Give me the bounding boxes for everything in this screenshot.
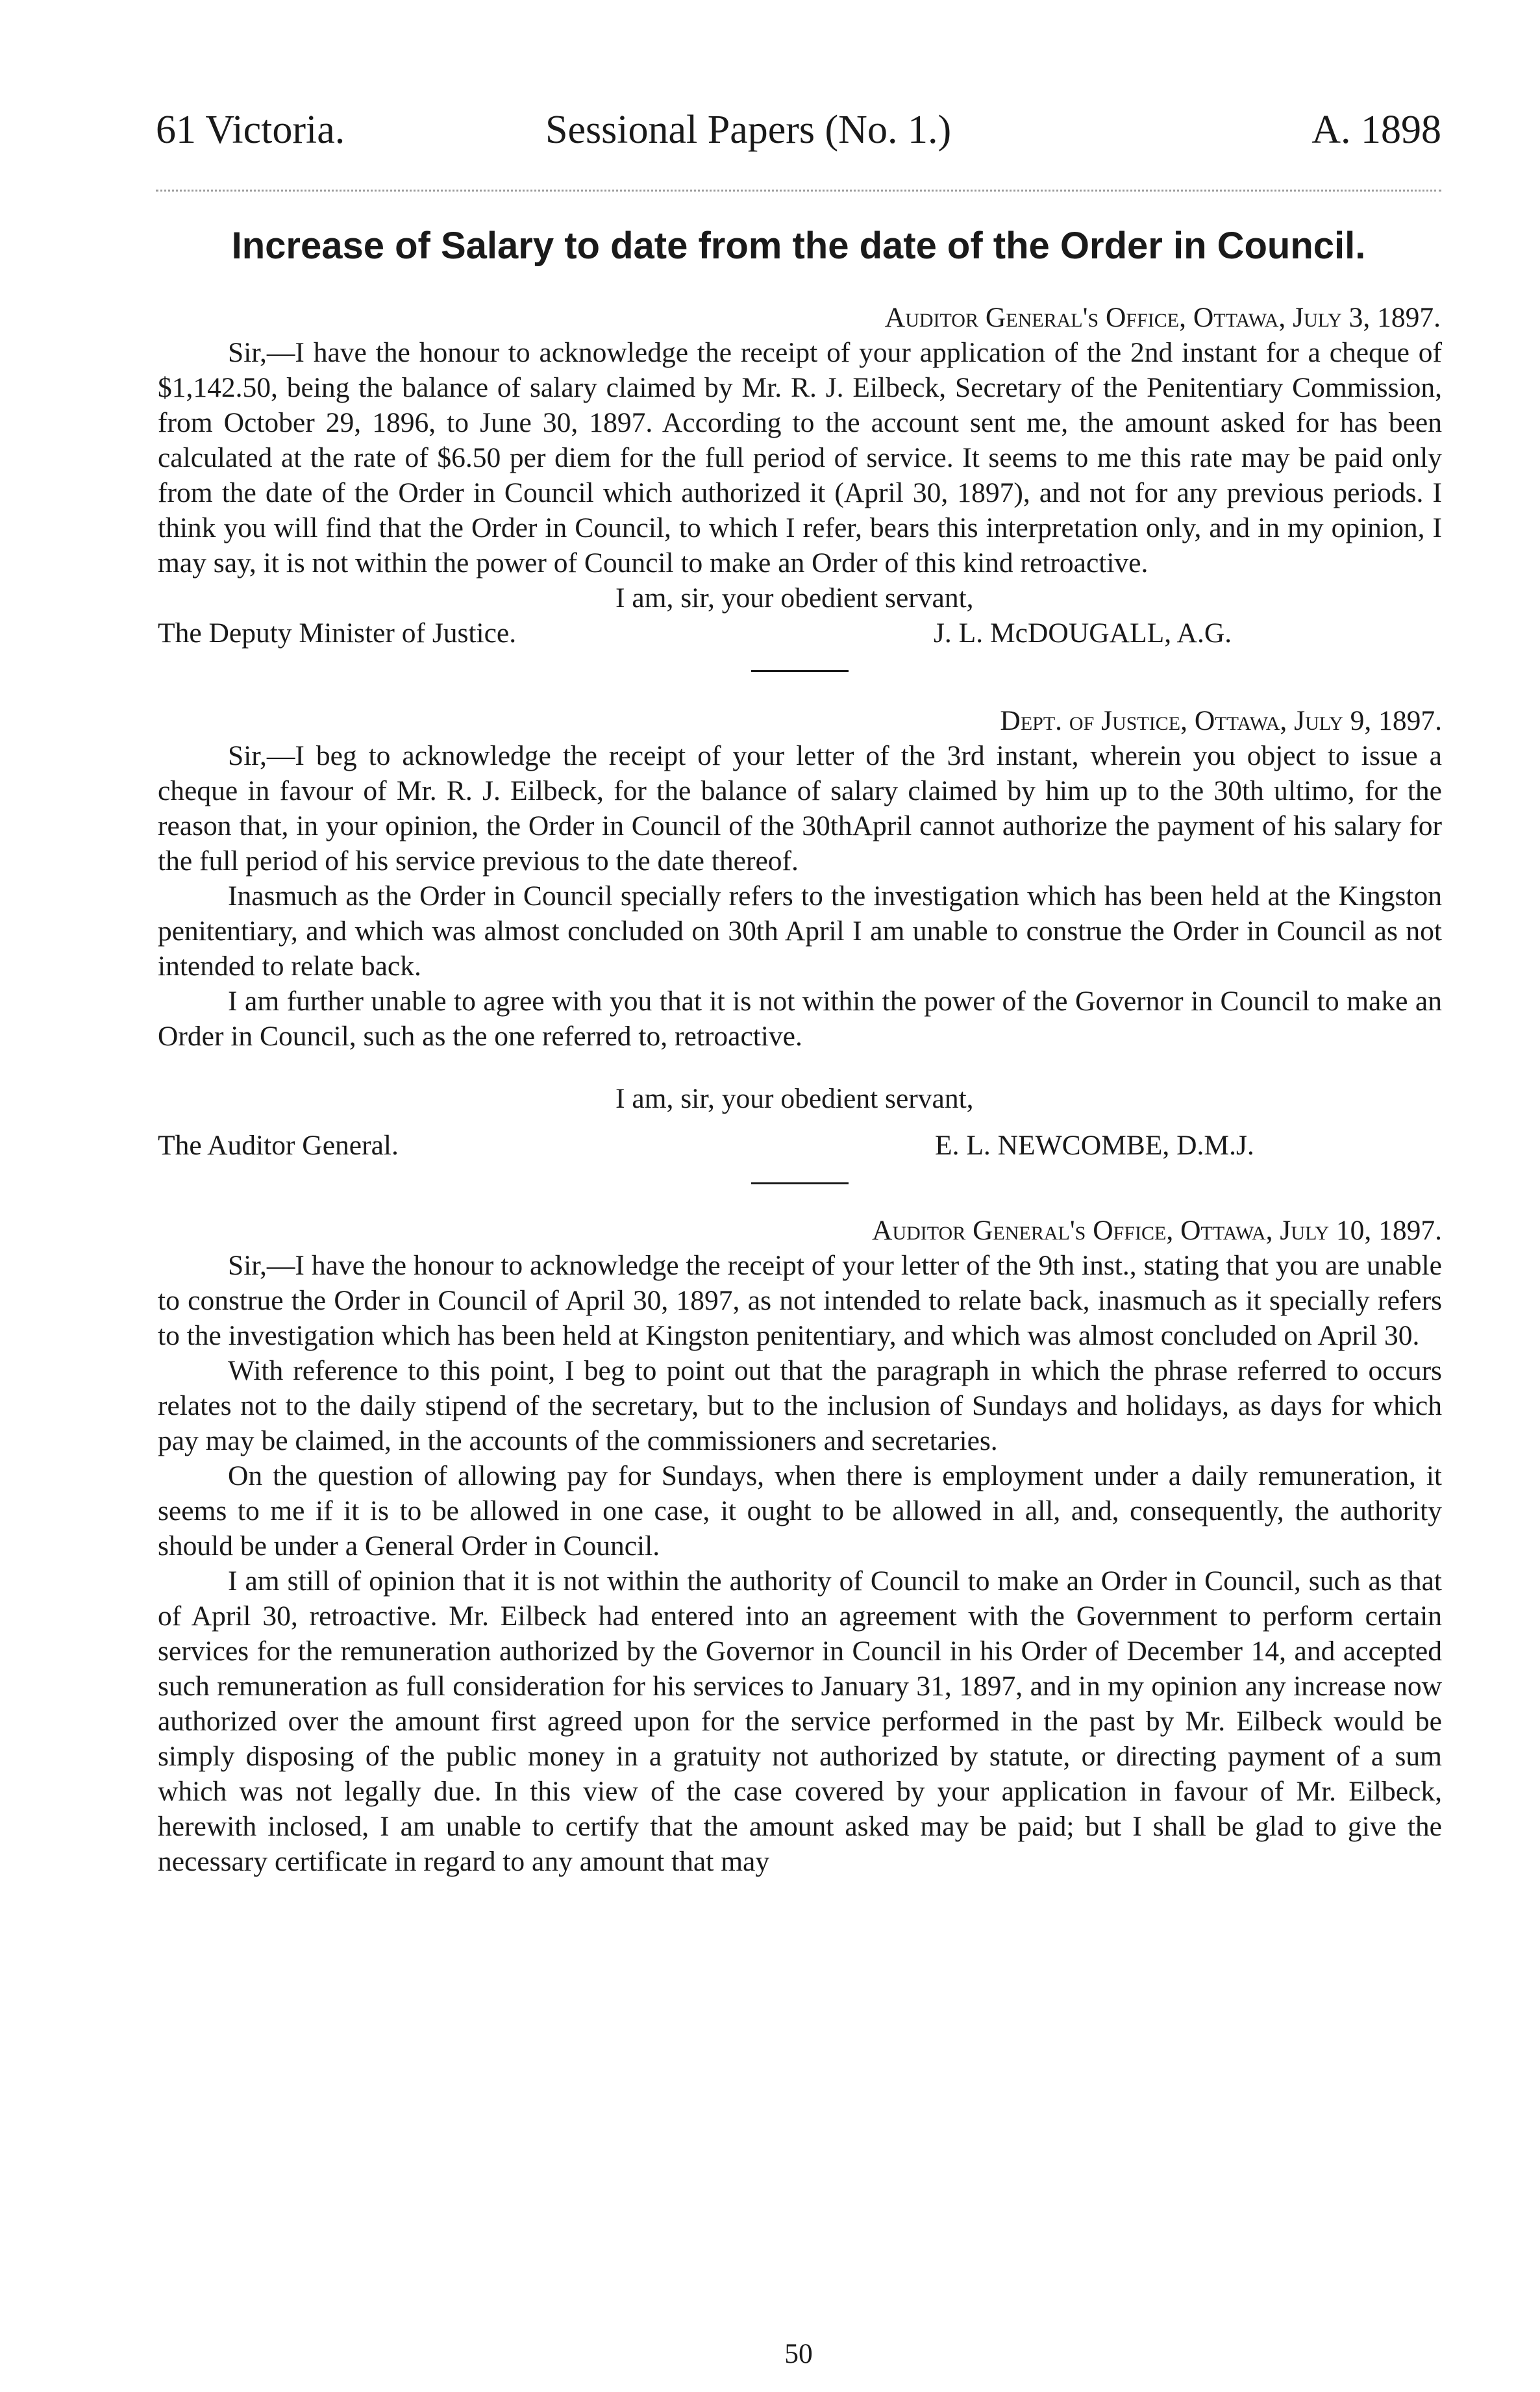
page-number: 50 (784, 2338, 813, 2369)
running-header (156, 107, 1441, 159)
letter-2 (158, 703, 1442, 1184)
header-series: Sessional Papers (No. 1.) (545, 108, 952, 152)
letter-1-paragraph: Sir,—I have the honour to acknowledge the receipt of your application of the 2nd instant for a cheque of $1,142.50, being the balance of salary claimed by Mr. R. J. Eilbeck, Secretary of the Penitentiary Commission, from October 29, 1896, to June 30, 1897. According to the account sent me, the amount asked for has been calculated at the rate of $6.50 per diem for the full period of service. It seems to me this rate may be paid only from the date of the Order in Council which authorized it (April 30, 1897), and not for any previous periods. I think you will find that the Order in Council, to which I refer, bears this interpretation only, and in my opinion, I may say, it is not within the power of Council to make an Order of this kind retroactive. (158, 337, 1442, 579)
letter-2-signature-row (158, 1128, 1442, 1163)
letter-1 (158, 300, 1442, 672)
letter-3-paragraph: I am still of opinion that it is not within the authority of Council to make an Order in Council, such as that of April 30, retroactive. Mr. Eilbeck had entered into an agreement with the Government to perform certain services for the remuneration authorized by the Governor in Council in his Order of December 14, and accepted such remuneration as full consideration for his services to January 31, 1897, and in my opinion any increase now authorized over the amount first agreed upon for the service performed in the past by Mr. Eilbeck would be simply disposing of the public money in a gratuity not authorized by statute, or directing payment of a sum which was not legally due. In this view of the case covered by your application in favour of Mr. Eilbeck, herewith inclosed, I am unable to certify that the amount asked may be paid; but I shall be glad to give the necessary certificate in regard to any amount that may (158, 1565, 1442, 1877)
letter-2-paragraph: Sir,—I beg to acknowledge the receipt of your letter of the 3rd instant, wherein you object to issue a cheque in favour of Mr. R. J. Eilbeck, for the balance of salary claimed by him up to the 30th ultimo, for the reason that, in your opinion, the Order in Council of the 30thApril cannot authorize the payment of his salary for the full period of his service previous to the date thereof. (158, 740, 1442, 877)
letter-2-signature: E. L. NEWCOMBE, D.M.J. (935, 1130, 1254, 1161)
letter-3-dateline: Auditor General's Office, Ottawa, July 10, 1897. (872, 1215, 1442, 1246)
header-year: A. 1898 (1311, 108, 1441, 152)
letter-2-dateline: Dept. of Justice, Ottawa, July 9, 1897. (1000, 705, 1442, 736)
letter-2-closing: I am, sir, your obedient servant, (615, 1083, 974, 1114)
header-rule (156, 190, 1441, 192)
letter-3-paragraph: With reference to this point, I beg to point out that the paragraph in which the phrase referred to occurs relates not to the daily stipend of the secretary, but to the inclusion of Sundays and holidays, as days for which pay may be claimed, in the accounts of the commissioners and secretaries. (158, 1355, 1442, 1456)
section-title: Increase of Salary to date from the date of the Order in Council. (231, 225, 1366, 267)
letter-1-signature: J. L. McDOUGALL, A.G. (934, 617, 1232, 649)
document-body (158, 300, 1442, 1879)
letter-1-addressee: The Deputy Minister of Justice. (158, 617, 517, 649)
letter-2-paragraph: Inasmuch as the Order in Council specially refers to the investigation which has been held at the Kingston penitentiary, and which was almost concluded on 30th April I am unable to construe the Order in Council as not intended to relate back. (158, 880, 1442, 982)
letter-1-dateline: Auditor General's Office, Ottawa, July 3, 1897. (884, 302, 1441, 333)
letter-2-addressee: The Auditor General. (158, 1130, 399, 1161)
letter-1-signature-row (158, 616, 1442, 651)
letter-3 (158, 1213, 1442, 1879)
letter-3-paragraph: On the question of allowing pay for Sundays, when there is employment under a daily remuneration, it seems to me if it is to be allowed in one case, it ought to be allowed in all, and, consequently, the authority should be under a General Order in Council. (158, 1460, 1442, 1562)
letter-1-closing: I am, sir, your obedient servant, (615, 582, 974, 614)
letter-3-paragraph: Sir,—I have the honour to acknowledge the receipt of your letter of the 9th inst., stating that you are unable to construe the Order in Council of April 30, 1897, as not intended to relate back, inasmuch as it specially refers to the investigation which has been held at Kingston penitentiary, and which was almost concluded on April 30. (158, 1250, 1442, 1351)
header-volume: 61 Victoria. (156, 108, 345, 152)
letter-2-paragraph: I am further unable to agree with you that it is not within the power of the Governor in Council to make an Order in Council, such as the one referred to, retroactive. (158, 986, 1442, 1052)
